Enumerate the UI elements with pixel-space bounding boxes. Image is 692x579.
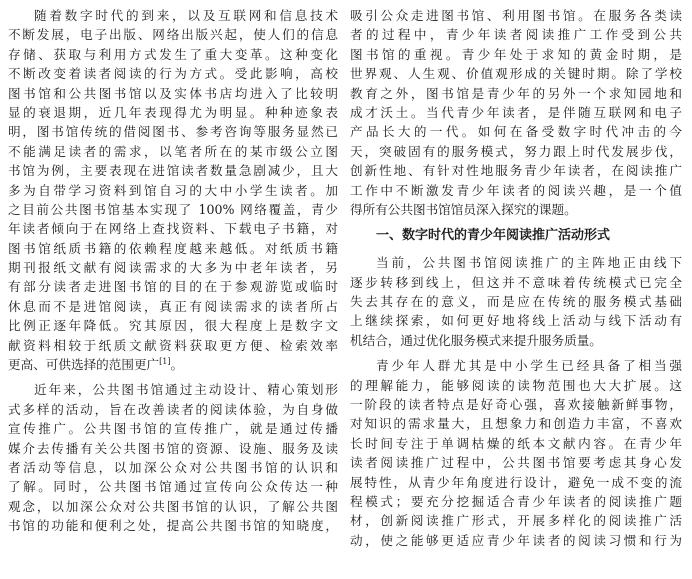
text-line: 献资料相较于纸质文献资料获取更方便、检索效率 — [8, 337, 338, 353]
text-line: 逐步转移到线上，但这并不意味着传统模式已完全 — [350, 274, 682, 290]
section-heading: 一、数字时代的青少年阅读推广活动形式 — [376, 228, 611, 244]
text-line: 程模式；要充分挖掘适合青少年读者的阅读推广题 — [350, 493, 682, 509]
text-line: 者的过程中，青少年读者阅读推广工作受到公共 — [350, 27, 682, 43]
text-line: 不断改变着读者阅读的行为方式。受此影响，高校 — [8, 66, 338, 82]
text-line: 世界观、人生观、价值观形成的关键时期。除了学校 — [350, 66, 682, 82]
right-column — [350, 6, 682, 550]
paragraph-recent-years — [8, 380, 338, 535]
text-line: 失去其存在的意义，而是应在传统的服务模式基础 — [350, 294, 682, 310]
text-line: 机结合，通过优化服务模式来提升服务质量。 — [350, 332, 602, 348]
text-line: 不断发展，电子出版、网络出版兴起，使人们的信息 — [8, 27, 338, 43]
text-line: 读者阅读推广过程中，公共图书馆要考虑其身心发 — [350, 455, 682, 471]
text-line: 展特性，从青少年角度进行设计，避免一成不变的流 — [350, 474, 682, 490]
text-line: 上继续探索，如何更好地将线上活动与线下活动有 — [350, 313, 682, 329]
text-line: 显的衰退期，近几年表现得尤为明显。种种迹象表 — [8, 104, 338, 120]
text-line: 教育之外，图书馆是青少年的另外一个求知园地和 — [350, 85, 682, 101]
text-line: 书馆的功能和便利之处，提高公共图书馆的知晓度， — [8, 518, 338, 534]
text-line: 图书馆的重视。青少年处于求知的黄金时期，是 — [350, 46, 682, 62]
paragraph-online-shift — [350, 253, 682, 350]
text-line: 之目前公共图书馆基本实现了 100% 网络覆盖，青少 — [8, 201, 338, 217]
text-line: 得所有公共图书馆馆员深入探究的课题。 — [350, 201, 577, 217]
text-line: 图书馆纸质书籍的依赖程度越来越低。对纸质书籍 — [8, 240, 338, 256]
text-line: 明，图书馆传统的借阅图书、参考咨询等服务显然已 — [8, 124, 338, 140]
citation-marker: [1] — [159, 357, 171, 367]
text-line: 动，使之能够更适应青少年读者的阅读习惯和行为 — [350, 532, 682, 548]
text-line: 创新性地、有针对性地服务青少年读者，在阅读推广 — [350, 163, 682, 179]
text-fragment: 。 — [170, 357, 184, 373]
text-line: 书馆为例，主要表现在进馆读者数量急剧减少，且大 — [8, 163, 338, 179]
text-line: 存储、获取与利用方式发生了重大变革。这种变化 — [8, 46, 338, 62]
text-line: 有部分读者走进图书馆的目的在于参观游览或临时 — [8, 279, 338, 295]
text-line: 随着数字时代的到来，以及互联网和信息技术 — [34, 8, 338, 23]
text-fragment: 更高、可供选择的范围更广 — [8, 357, 160, 373]
text-line: 式多样的活动，旨在改善读者的阅读体验，为自身做 — [8, 401, 338, 417]
paragraph-digital-era — [8, 6, 338, 374]
text-line: 宣传推广。公共图书馆的宣传推广，就是通过传播 — [8, 421, 338, 437]
text-line: 图书馆和公共图书馆以及实体书店均进入了比较明 — [8, 85, 338, 101]
text-line: 年读者倾向于在网络上查找资料、下载电子书籍，对 — [8, 221, 338, 237]
left-column — [8, 6, 338, 536]
paragraph-youth-readers — [350, 356, 682, 550]
text-line: 一阶段的读者特点是好奇心强，喜欢接触新鲜事物， — [350, 397, 682, 413]
text-line: 产品长大的一代。如何在备受数字时代冲击的今 — [350, 124, 682, 140]
text-line: 吸引公众走进图书馆、利用图书馆。在服务各类读 — [350, 8, 682, 23]
text-line: 期刊报纸文献有阅读需求的大多为中老年读者，另 — [8, 260, 338, 276]
text-line: 者活动等信息，以加深公众对公共图书馆的认识和 — [8, 459, 338, 475]
text-line: 工作中不断激发青少年读者的阅读兴趣，是一个值 — [350, 182, 682, 198]
text-line-with-citation — [8, 355, 338, 374]
text-line: 长时间专注于单调枯燥的纸本文献内容。在青少年 — [350, 435, 682, 451]
text-line: 青少年人群尤其是中小学生已经具备了相当强 — [376, 358, 682, 374]
text-line: 当前，公共图书馆阅读推广的主阵地正由线下 — [376, 255, 682, 271]
text-line: 观念，以加深公众对公共图书馆的认识，了解公共图 — [8, 498, 338, 514]
text-line: 天，突破固有的服务模式，努力跟上时代发展步伐， — [350, 143, 682, 159]
text-line: 媒介去传播有关公共图书馆的资源、设施、服务及读 — [8, 440, 338, 456]
text-line: 材，创新阅读推广形式，开展多样化的阅读推广活 — [350, 513, 682, 529]
text-line: 多为自带学习资料到馆自习的大中小学生读者。加 — [8, 182, 338, 198]
text-line: 成才沃土。当代青少年读者，是伴随互联网和电子 — [350, 104, 682, 120]
text-line: 比例正逐年降低。究其原因，很大程度上是数字文 — [8, 318, 338, 334]
paragraph-attract-public — [350, 6, 682, 219]
text-line: 的理解能力，能够阅读的读物范围也大大扩展。这 — [350, 377, 682, 393]
text-line: 近年来，公共图书馆通过主动设计、精心策划形 — [34, 382, 338, 398]
text-line: 对知识的需求量大，且想象力和创造力丰富，不喜欢 — [350, 416, 682, 432]
text-line: 休息而不是进馆阅读，真正有阅读需求的读者所占 — [8, 298, 338, 314]
text-line: 不能满足读者的需求，以笔者所在的某市级公立图 — [8, 143, 338, 159]
text-line: 了解。同时，公共图书馆通过宣传向公众传达一种 — [8, 479, 338, 495]
